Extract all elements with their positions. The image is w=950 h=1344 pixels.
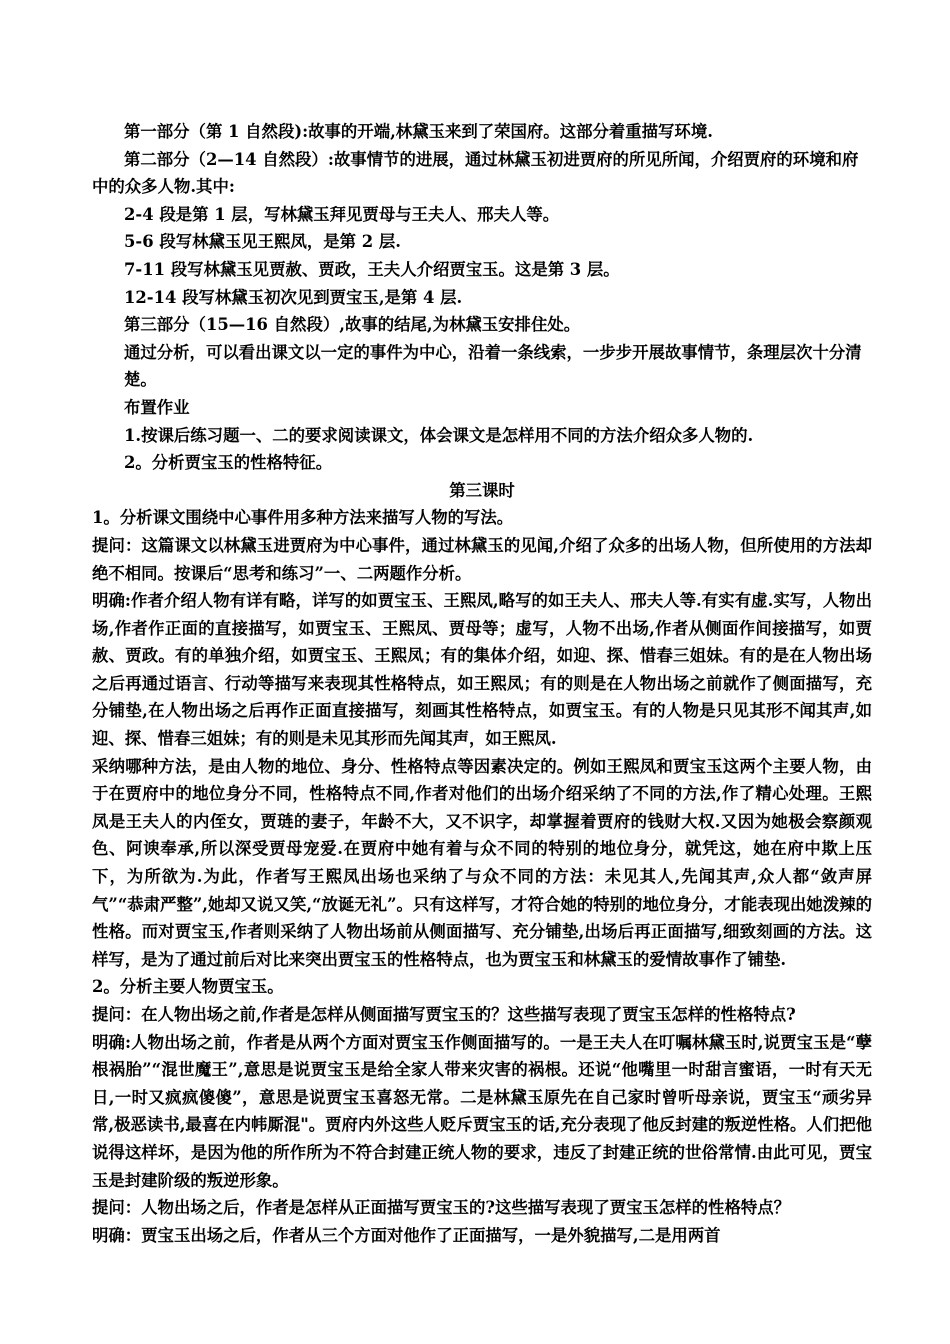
section-2-answer-1: 明确:人物出场之前，作者是从两个方面对贾宝玉作侧面描写的。一是王夫人在叮嘱林黛玉时,说贾宝玉是“孽根祸胎”“混世魔王”,意思是说贾宝玉是给全家人带来灾害的祸根。还说“他嘴里一时甜言蜜语，一时有天无日,一时又疯疯傻傻”，意思是说贾宝玉喜怒无常。二是林黛玉原先在自己家时曾听母亲说，贾宝玉“顽劣异常,极恶读书,最喜在内帏厮混"。贾府内外这些人贬斥贾宝玉的话,充分表现了他反封建的叛逆性格。人们把他说得这样坏，是因为他的所作所为不符合封建正统人物的要求，违反了封建正统的世俗常情.由此可见，贾宝玉是封建阶级的叛逆形象。	[92, 1032, 872, 1190]
layer-4: 12-14 段写林黛玉初次见到贾宝玉,是第 4 层.	[124, 287, 463, 307]
layer-3: 7-11 段写林黛玉见贾赦、贾政，王夫人介绍贾宝玉。这是第 3 层。	[124, 259, 620, 279]
section-1-method: 采纳哪种方法，是由人物的地位、身分、性格特点等因素决定的。例如王熙凤和贾宝玉这两个主要人物，由于在贾府中的地位身分不同，性格特点不同,作者对他们的出场介绍采纳了不同的方法,作了精心处理。王熙凤是王夫人的内侄女，贾琏的妻子，年龄不大，又不识字，却掌握着贾府的钱财大权.又因为她极会察颜观色、阿谀奉承,所以深受贾母宠爱.在贾府中她有着与众不同的特别的地位身分，就凭这，她在府中欺上压下，为所欲为.为此，作者写王熙凤出场也采纳了与众不同的方法：未见其人,先闻其声,众人都“敛声屏气”“恭肃严整”,她却又说又笑,“放诞无礼”。只有这样写，才符合她的特别的地位身分，才能表现出她泼辣的性格。而对贾宝玉,作者则采纳了人物出场前从侧面描写、充分铺垫,出场后再正面描写,细致刻画的方法。这样写，是为了通过前后对比来突出贾宝玉的性格特点，也为贾宝玉和林黛玉的爱情故事作了铺垫.	[92, 756, 872, 969]
section-1-heading: 1。分析课文围绕中心事件用多种方法来描写人物的写法。	[92, 508, 514, 528]
homework-title: 布置作业	[124, 397, 190, 417]
layer-1: 2-4 段是第 1 层，写林黛玉拜见贾母与王夫人、邢夫人等。	[124, 204, 560, 224]
section-2-question-2: 提问：人物出场之后，作者是怎样从正面描写贾宝玉的?这些描写表现了贾宝玉怎样的性格特点？	[92, 1198, 791, 1218]
homework-item-2: 2。分析贾宝玉的性格特征。	[124, 453, 333, 473]
section-1-answer: 明确:作者介绍人物有详有略，详写的如贾宝玉、王熙凤,略写的如王夫人、邢夫人等.有实有虚.实写，人物出场,作者作正面的直接描写，如贾宝玉、王熙凤、贾母等；虚写，人物不出场,作者从侧面作间接描写，如贾赦、贾政。有的单独介绍，如贾宝玉、王熙凤；有的集体介绍，如迎、探、惜春三姐妹。有的是在人物出场之后再通过语言、行动等描写来表现其性格特点，如王熙凤；有的则是在人物出场之前就作了侧面描写，充分铺垫,在人物出场之后再作正面直接描写，刻画其性格特点，如贾宝玉。有的人物是只见其形不闻其声,如迎、探、惜春三姐妹；有的则是未见其形而先闻其声，如王熙凤.	[92, 591, 872, 749]
section-2-question-1: 提问：在人物出场之前,作者是怎样从侧面描写贾宝玉的？这些描写表现了贾宝玉怎样的性格特点?	[92, 1005, 796, 1024]
outline-section	[92, 118, 872, 1249]
part-2: 第二部分（2—14 自然段）:故事情节的进展，通过林黛玉初进贾府的所见所闻，介绍贾府的环境和府中的众多人物.其中:	[92, 149, 859, 197]
section-2-answer-2: 明确：贾宝玉出场之后，作者从三个方面对他作了正面描写，一是外貌描写,二是用两首	[92, 1225, 721, 1245]
section-1-question: 提问：这篇课文以林黛玉进贾府为中心事件，通过林黛玉的见闻,介绍了众多的出场人物，但所使用的方法却绝不相同。按课后“思考和练习”一、二两题作分析。	[92, 535, 872, 583]
part-3: 第三部分（15—16 自然段）,故事的结尾,为林黛玉安排住处。	[124, 315, 581, 335]
section-2-heading: 2。分析主要人物贾宝玉。	[92, 977, 284, 997]
layer-2: 5-6 段写林黛玉见王熙凤，是第 2 层.	[124, 232, 401, 252]
homework-item-1: 1.按课后练习题一、二的要求阅读课文，体会课文是怎样用不同的方法介绍众多人物的.	[124, 425, 754, 445]
summary: 通过分析，可以看出课文以一定的事件为中心，沿着一条线索，一步步开展故事情节，条理层次十分清楚。	[124, 342, 862, 390]
lesson-3-title: 第三课时	[449, 480, 515, 500]
part-1: 第一部分（第 1 自然段):故事的开端,林黛玉来到了荣国府。这部分着重描写环境.	[124, 122, 713, 141]
